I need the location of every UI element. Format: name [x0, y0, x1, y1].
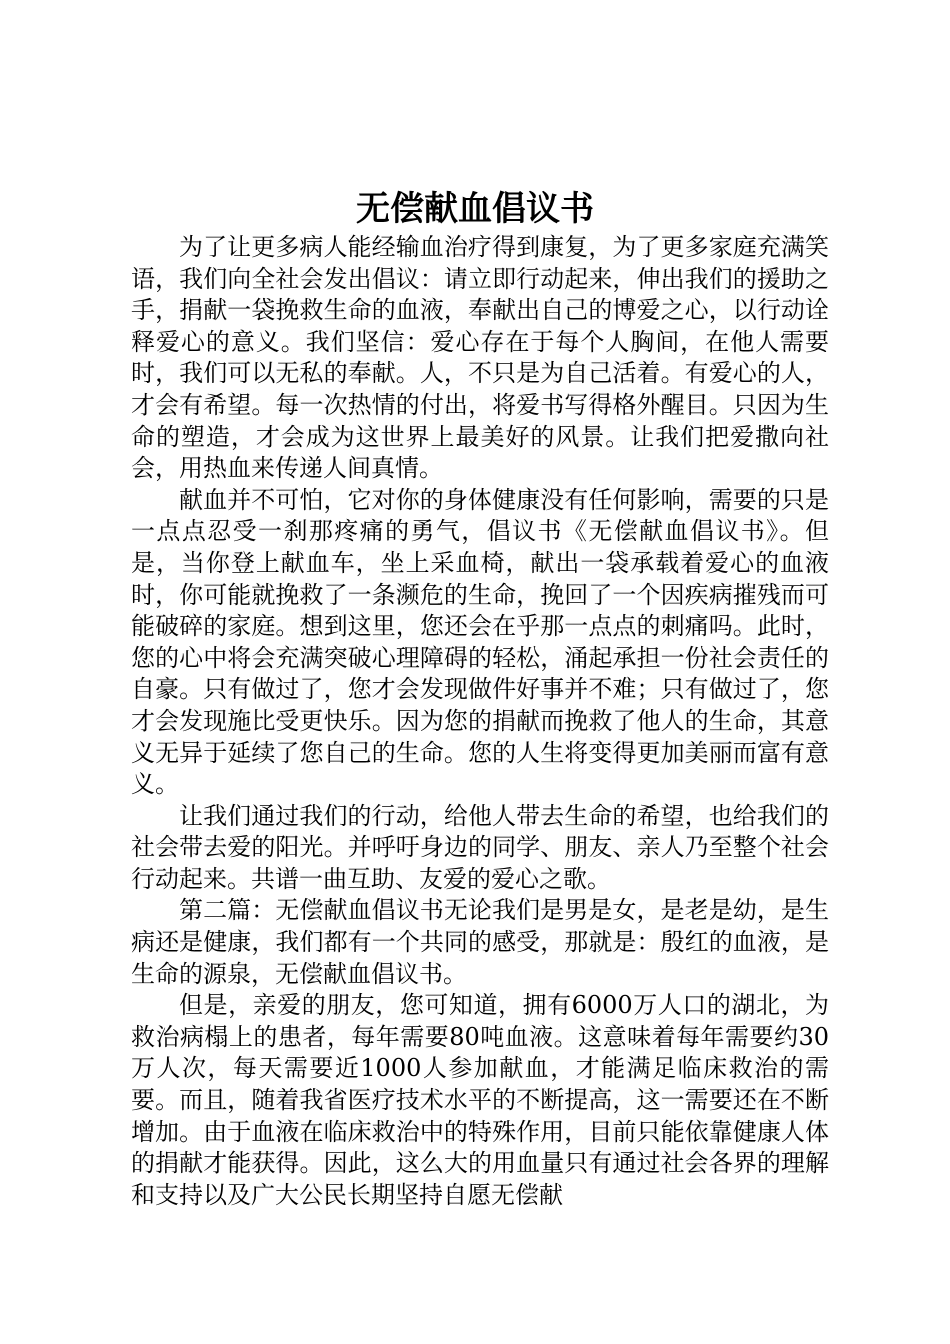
paragraph-4: 第二篇：无偿献血倡议书无论我们是男是女，是老是幼，是生病还是健康，我们都有一个共同的感受，那就是：殷红的血液，是生命的源泉，无偿献血倡议书。 [131, 896, 829, 988]
paragraph-1: 为了让更多病人能经输血治疗得到康复，为了更多家庭充满笑语，我们向全社会发出倡议：请立即行动起来，伸出我们的援助之手，捐献一袋挽救生命的血液，奉献出自己的博爱之心，以行动诠释爱心的意义。我们坚信：爱心存在于每个人胸间，在他人需要时，我们可以无私的奉献。人，不只是为自己活着。有爱心的人，才会有希望。每一次热情的付出，将爱书写得格外醒目。只因为生命的塑造，才会成为这世界上最美好的风景。让我们把爱撒向社会，用热血来传递人间真情。 [131, 233, 829, 483]
document-title: 无偿献血倡议书 [356, 189, 594, 229]
paragraph-3: 让我们通过我们的行动，给他人带去生命的希望，也给我们的社会带去爱的阳光。并呼吁身边的同学、朋友、亲人乃至整个社会行动起来。共谱一曲互助、友爱的爱心之歌。 [131, 801, 829, 893]
document-body [131, 232, 829, 1211]
paragraph-5: 但是，亲爱的朋友，您可知道，拥有6000万人口的湖北，为救治病榻上的患者，每年需要80吨血液。这意味着每年需要约30万人次，每天需要近1000人参加献血，才能满足临床救治的需要。而且，随着我省医疗技术水平的不断提高，这一需要还在不断增加。由于血液在临床救治中的特殊作用，目前只能依靠健康人体的捐献才能获得。因此，这么大的用血量只有通过社会各界的理解和支持以及广大公民长期坚持自愿无偿献 [131, 991, 829, 1209]
paragraph-2: 献血并不可怕，它对你的身体健康没有任何影响，需要的只是一点点忍受一刹那疼痛的勇气，倡议书《无偿献血倡议书》。但是，当你登上献血车，坐上采血椅，献出一袋承载着爱心的血液时，你可能就挽救了一条濒危的生命，挽回了一个因疾病摧残而可能破碎的家庭。想到这里，您还会在乎那一点点的刺痛吗。此时，您的心中将会充满突破心理障碍的轻松，涌起承担一份社会责任的自豪。只有做过了，您才会发现做件好事并不难；只有做过了，您才会发现施比受更快乐。因为您的捐献而挽救了他人的生命，其意义无异于延续了您自己的生命。您的人生将变得更加美丽而富有意义。 [131, 485, 829, 799]
